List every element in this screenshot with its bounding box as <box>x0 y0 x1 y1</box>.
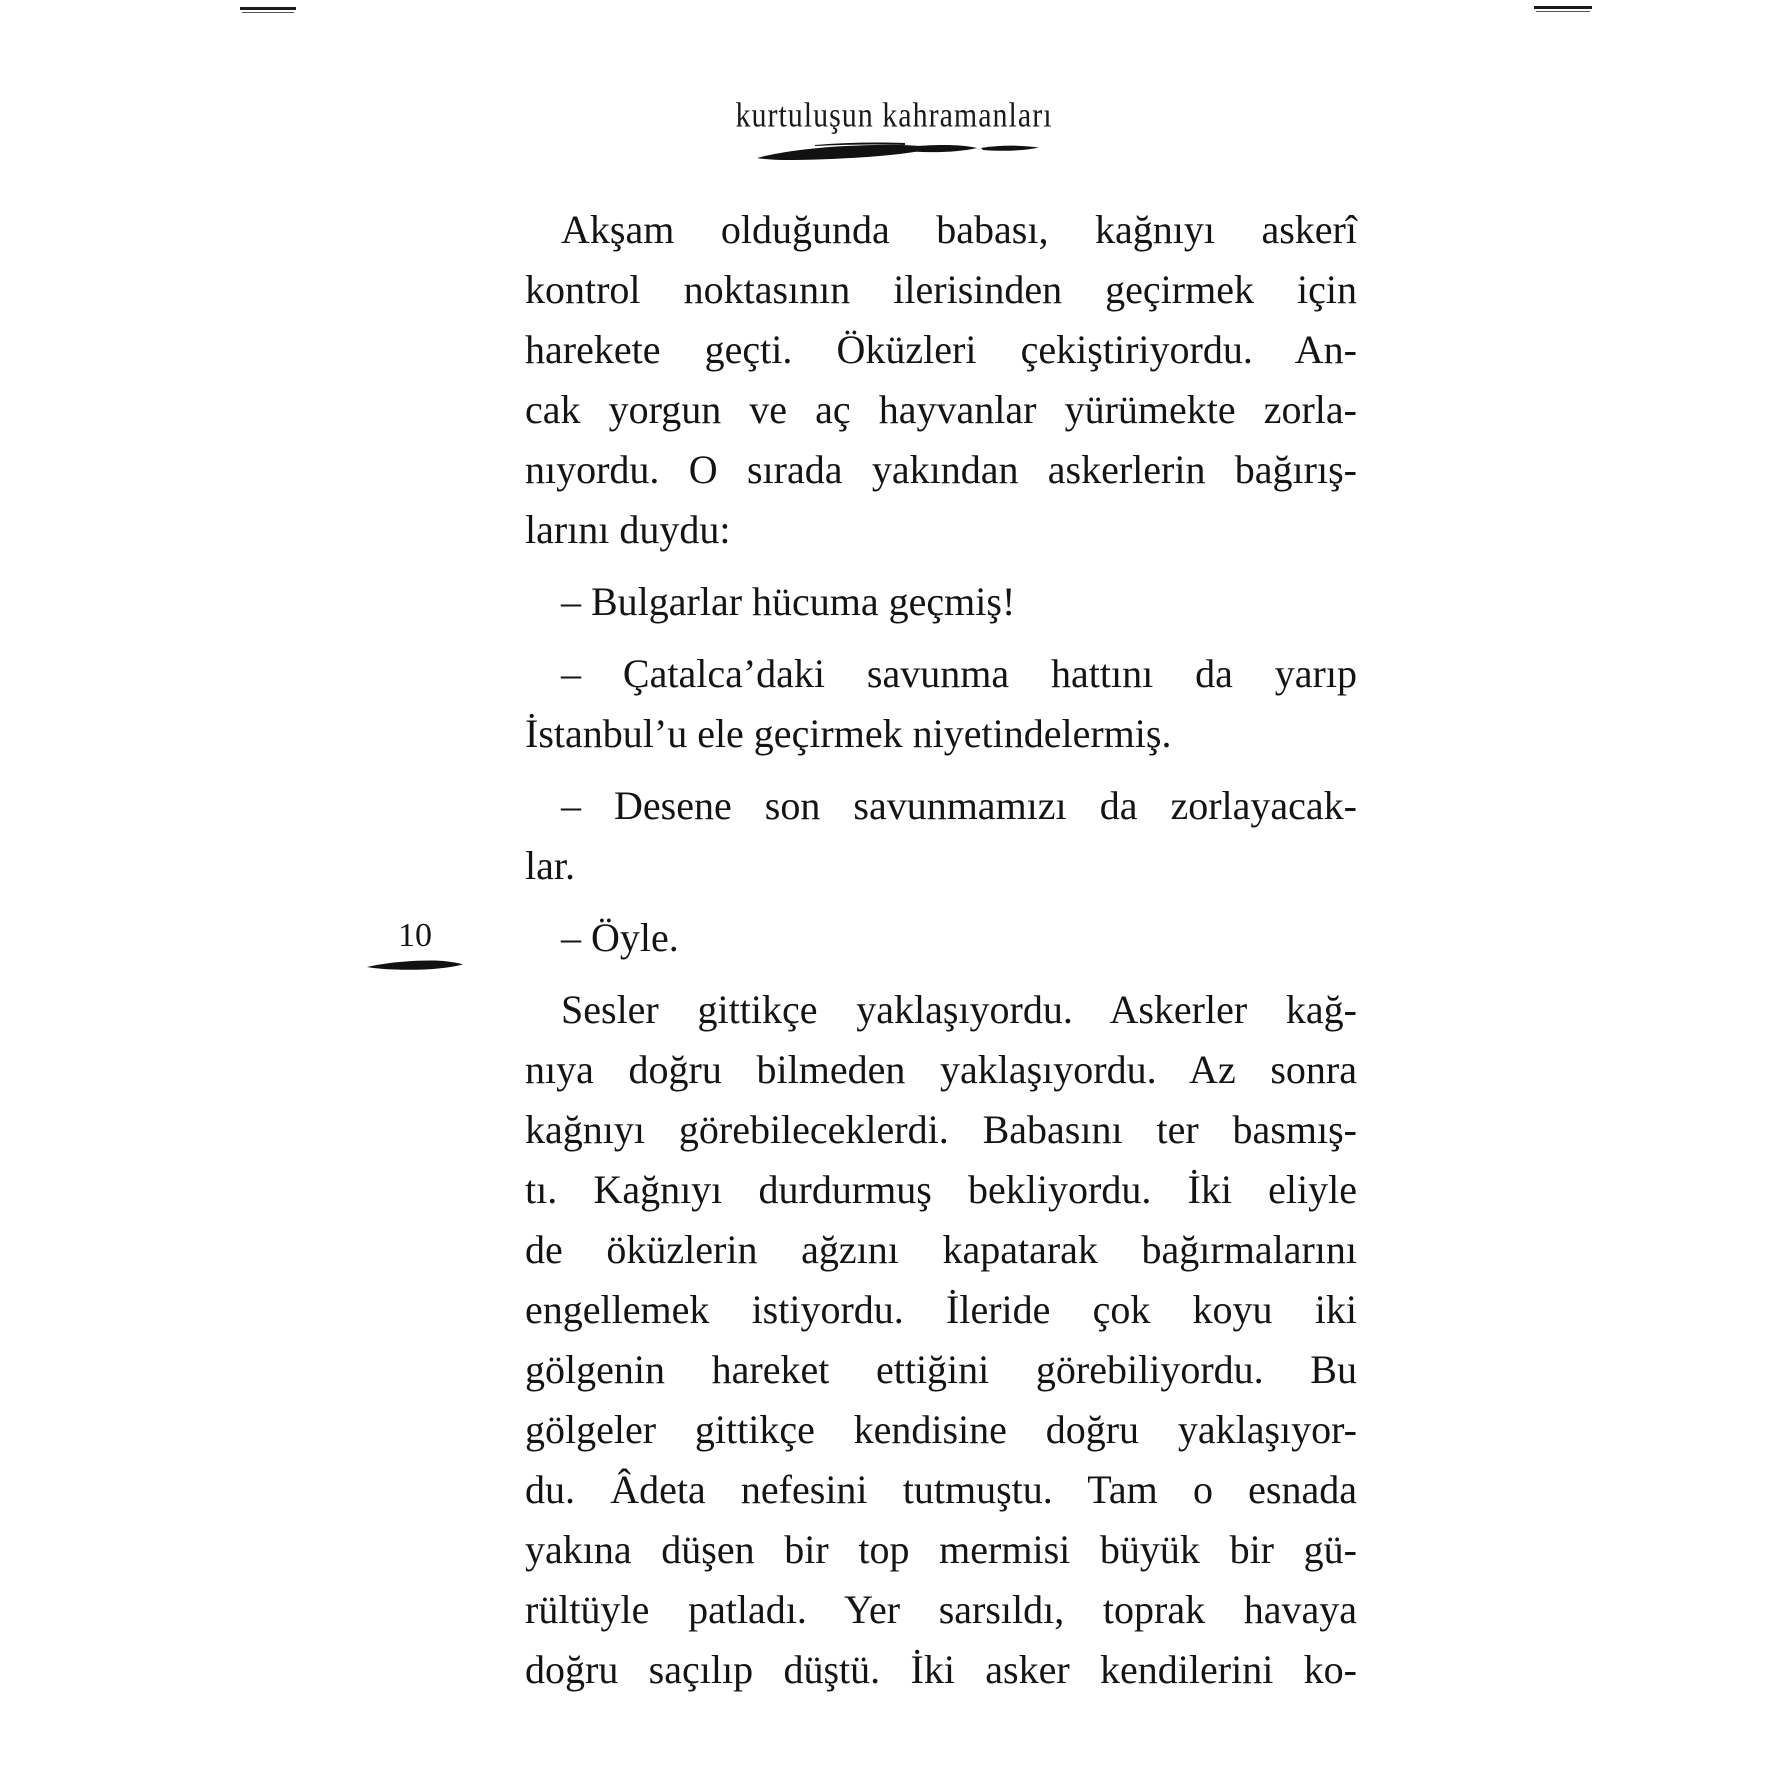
rule-icon <box>1534 6 1592 9</box>
corner-mark-right <box>1534 6 1592 12</box>
text-line: engellemek istiyordu. İleride çok koyu iki <box>525 1287 1357 1332</box>
text-line: İstanbul’u ele geçirmek niyetindelermiş. <box>525 711 1172 756</box>
corner-mark-left <box>240 7 296 13</box>
dialogue-paragraph <box>525 776 1357 896</box>
dialogue-paragraph <box>525 572 1357 632</box>
running-head-title: kurtuluşun kahramanları <box>735 96 1053 135</box>
dialogue-paragraph <box>525 644 1357 764</box>
brush-stroke-icon <box>755 140 1041 164</box>
brush-stroke-icon <box>365 956 465 974</box>
text-line: – Çatalca’daki savunma hattını da yarıp <box>561 651 1357 696</box>
text-line: kağnıyı görebileceklerdi. Babasını ter basmış- <box>525 1107 1357 1152</box>
text-line: de öküzlerin ağzını kapatarak bağırmalarını <box>525 1227 1357 1272</box>
rule-icon <box>1536 11 1589 12</box>
page-number-block <box>355 918 475 974</box>
paragraph <box>525 980 1357 1700</box>
text-line: larını duydu: <box>525 507 731 552</box>
text-line: rültüyle patladı. Yer sarsıldı, toprak havaya <box>525 1587 1357 1632</box>
rule-icon <box>240 7 296 10</box>
text-line: cak yorgun ve aç hayvanlar yürümekte zorla- <box>525 387 1357 432</box>
text-line: – Öyle. <box>561 915 679 960</box>
text-line: gölgenin hareket ettiğini görebiliyordu. Bu <box>525 1347 1357 1392</box>
text-line: tı. Kağnıyı durdurmuş bekliyordu. İki eliyle <box>525 1167 1357 1212</box>
text-line: du. Âdeta nefesini tutmuştu. Tam o esnada <box>525 1467 1357 1512</box>
page-number: 10 <box>398 917 432 954</box>
text-line: nıyordu. O sırada yakından askerlerin bağırış- <box>525 447 1357 492</box>
text-line: – Desene son savunmamızı da zorlayacak- <box>561 783 1357 828</box>
text-line: doğru saçılıp düştü. İki asker kendilerini ko- <box>525 1647 1357 1692</box>
rule-icon <box>242 12 294 13</box>
text-line: yakına düşen bir top mermisi büyük bir gü- <box>525 1527 1357 1572</box>
paragraph <box>525 200 1357 560</box>
text-line: gölgeler gittikçe kendisine doğru yaklaşıyor- <box>525 1407 1357 1452</box>
text-line: lar. <box>525 843 575 888</box>
text-line: Sesler gittikçe yaklaşıyordu. Askerler kağ- <box>561 987 1357 1032</box>
text-line: Akşam olduğunda babası, kağnıyı askerî <box>561 207 1357 252</box>
text-line: kontrol noktasının ilerisinden geçirmek için <box>525 267 1357 312</box>
dialogue-paragraph <box>525 908 1357 968</box>
text-line: – Bulgarlar hücuma geçmiş! <box>561 579 1016 624</box>
text-line: nıya doğru bilmeden yaklaşıyordu. Az sonra <box>525 1047 1357 1092</box>
text-line: harekete geçti. Öküzleri çekiştiriyordu. An- <box>525 327 1357 372</box>
body-text <box>525 200 1357 1700</box>
